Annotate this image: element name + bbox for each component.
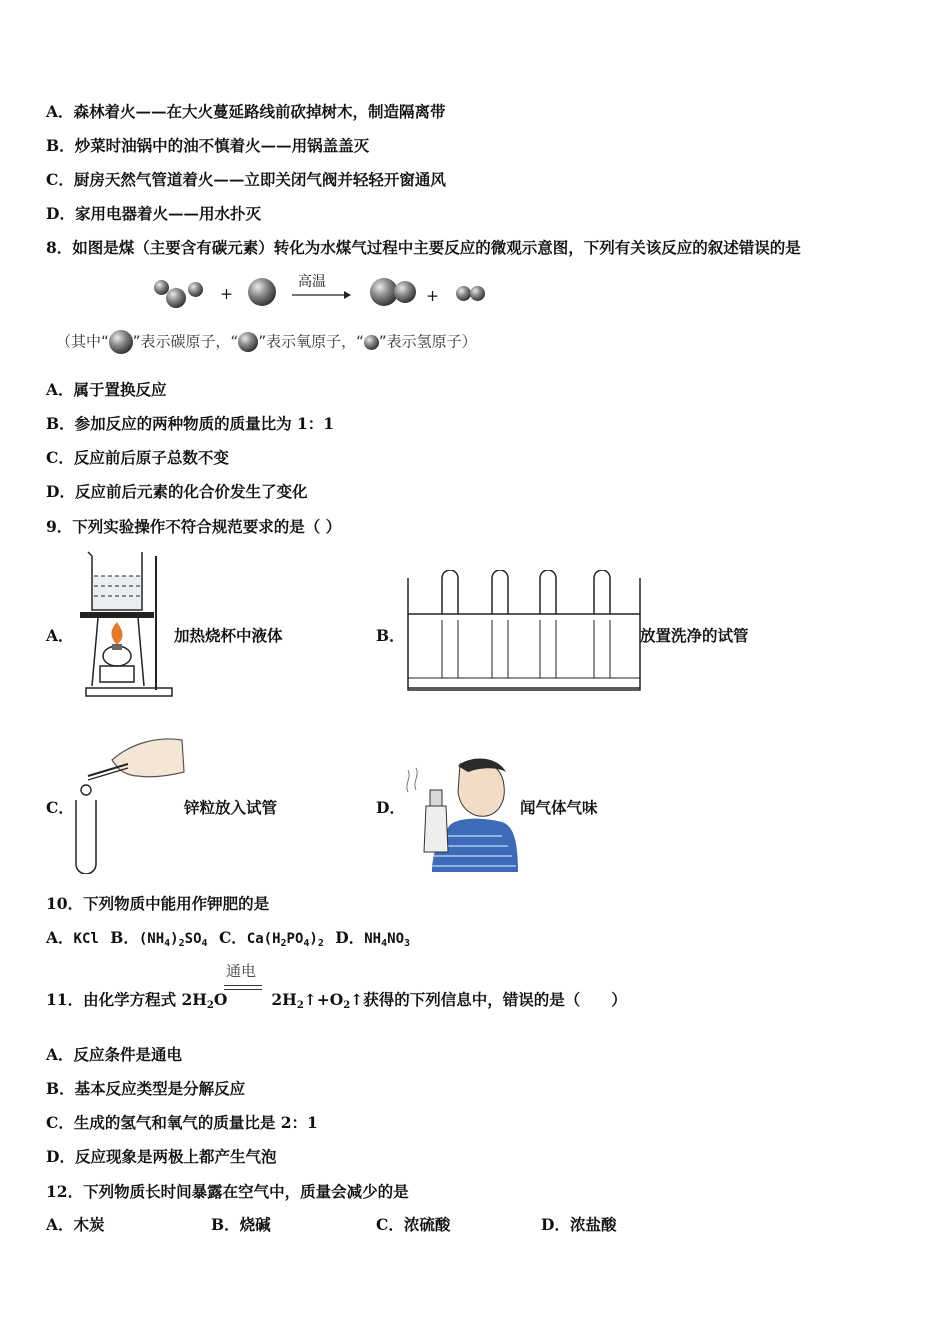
q9-option-d-letter: D． xyxy=(376,798,405,817)
oxygen-legend-icon xyxy=(238,332,258,352)
q7-option-d: D．家用电器着火——用水扑灭 xyxy=(46,204,261,223)
q12-option-d: D．浓盐酸 xyxy=(541,1215,617,1234)
q10-option-a: KCl xyxy=(73,931,99,947)
q9-stem: 9．下列实验操作不符合规范要求的是（ ） xyxy=(46,517,342,536)
q9-option-c-letter: C． xyxy=(46,798,74,817)
q9-option-c-text: 锌粒放入试管 xyxy=(184,798,278,817)
q10-option-d-letter: D． xyxy=(335,928,365,947)
q7-option-c: C．厨房天然气管道着火——立即关闭气阀并轻轻开窗通风 xyxy=(46,170,446,189)
hydrogen-legend-icon xyxy=(364,335,379,350)
q11-condition-label: 通电 xyxy=(226,962,257,980)
carbon-legend-icon xyxy=(109,330,133,354)
q11-option-b: B．基本反应类型是分解反应 xyxy=(46,1079,246,1098)
h2-molecule-icon xyxy=(456,286,490,304)
q8-option-a: A．属于置换反应 xyxy=(46,380,167,399)
q8-option-b: B．参加反应的两种物质的质量比为 1：1 xyxy=(46,414,335,433)
q12-option-b: B．烧碱 xyxy=(211,1215,271,1234)
reaction-arrow-icon xyxy=(290,288,352,302)
atom-legend: （其中“ ”表示碳原子，“ ”表示氧原子，“ ”表示氢原子） xyxy=(56,330,477,354)
equation-bar-top xyxy=(224,985,262,986)
q10-option-a-letter: A． xyxy=(46,928,74,947)
q7-option-b: B．炒菜时油锅中的油不慎着火——用锅盖盖灭 xyxy=(46,136,370,155)
zinc-tweezers-illustration xyxy=(72,732,188,874)
reaction-condition-label: 高温 xyxy=(298,274,326,290)
q10-option-b: $(NH_4)_2SO_4$ xyxy=(138,931,208,949)
smelling-gas-illustration xyxy=(402,756,520,874)
q10-option-b-letter: B． xyxy=(110,928,139,947)
plus-sign-1: + xyxy=(220,285,233,303)
q11-option-d: D．反应现象是两极上都产生气泡 xyxy=(46,1147,277,1166)
q10-stem: 10．下列物质中能用作钾肥的是 xyxy=(46,894,270,913)
q10-option-c-letter: C． xyxy=(218,928,247,947)
q12-stem: 12．下列物质长时间暴露在空气中，质量会减少的是 xyxy=(46,1182,409,1201)
plus-sign-2: + xyxy=(426,287,439,305)
q12-option-a: A．木炭 xyxy=(46,1215,105,1234)
carbon-atom-icon xyxy=(248,278,276,306)
q10-option-c: $Ca(H_2PO_4)_2$ xyxy=(246,931,324,949)
water-molecule-icon xyxy=(154,276,206,312)
q12-option-c: C．浓硫酸 xyxy=(376,1215,451,1234)
co-molecule-icon xyxy=(370,278,422,308)
beaker-heating-illustration xyxy=(78,548,178,698)
q8-option-d: D．反应前后元素的化合价发生了变化 xyxy=(46,482,308,501)
q11-option-c: C．生成的氢气和氧气的质量比是 2：1 xyxy=(46,1113,318,1132)
q10-options xyxy=(46,928,410,954)
q9-option-b-letter: B． xyxy=(376,626,405,645)
test-tube-rack-illustration xyxy=(404,570,644,700)
q9-option-d-text: 闻气体气味 xyxy=(520,798,598,817)
q8-stem: 8．如图是煤（主要含有碳元素）转化为水煤气过程中主要反应的微观示意图，下列有关该反应的叙述错误的是 xyxy=(46,238,801,257)
q7-option-a: A．森林着火——在大火蔓延路线前砍掉树木，制造隔离带 xyxy=(46,102,446,121)
q11-option-a: A．反应条件是通电 xyxy=(46,1045,183,1064)
q10-option-d: $NH_4NO_3$ xyxy=(364,931,411,949)
q9-option-a-letter: A． xyxy=(46,626,74,645)
q8-option-c: C．反应前后原子总数不变 xyxy=(46,448,229,467)
q11-stem: 11．由化学方程式 $2H_2O$ $2H_2↑+O_2↑$获得的下列信息中，错误的是（ ） xyxy=(46,990,627,1011)
reaction-diagram xyxy=(150,272,500,318)
q9-option-a-text: 加热烧杯中液体 xyxy=(174,626,283,645)
q9-option-b-text: 放置洗净的试管 xyxy=(640,626,749,645)
